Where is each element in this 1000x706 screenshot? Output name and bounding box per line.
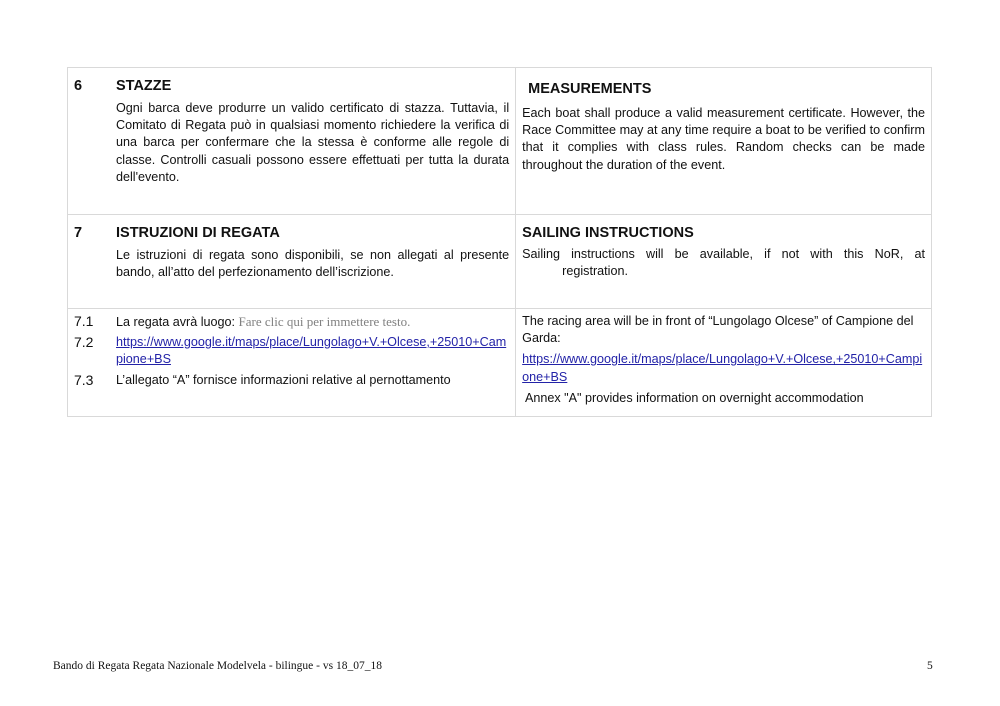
section-body-en: Each boat shall produce a valid measurement certificate. However, the Race Committee may at any time require a boat to be verified to confirm that it complies with class rules. Random checks can be made throughout the duration of the event. [522,106,925,172]
bilingual-table [67,67,932,417]
item-text: L’allegato “A” fornisce informazioni relative al pernottamento [116,373,451,387]
section-heading [68,78,515,94]
item-number: 7.3 [74,372,94,388]
italian-cell [68,309,516,417]
section-title-en: SAILING INSTRUCTIONS [522,225,694,241]
section-number: 7 [74,225,83,241]
italian-cell [68,68,516,215]
page-number: 5 [927,660,933,672]
subitems-row [68,309,932,417]
english-cell [516,68,932,215]
section-row-7 [68,215,932,309]
page-footer: Bando di Regata Regata Nazionale Modelvela - bilingue - vs 18_07_18 [53,660,382,672]
italian-cell [68,215,516,309]
item-number: 7.1 [74,313,94,329]
section-title-it: ISTRUZIONI DI REGATA [116,225,280,241]
english-cell [516,309,932,417]
maps-link[interactable]: https://www.google.it/maps/place/Lungolago+V.+Olcese,+25010+Campione+BS [522,352,923,385]
maps-link[interactable]: https://www.google.it/maps/place/Lungolago+V.+Olcese,+25010+Campione+BS [116,335,507,366]
section-title-it: STAZZE [116,78,172,94]
location-text-en: The racing area will be in front of “Lungolago Olcese” of Campione del Garda: [522,314,914,346]
annex-text-en: Annex "A" provides information on overnight accommodation [522,391,864,406]
section-body-it: Le istruzioni di regata sono disponibili, se non allegati al presente bando, all’atto del perfezionamento dell’iscrizione. [116,248,510,280]
english-cell [516,215,932,309]
section-title-en: MEASUREMENTS [528,81,652,97]
list-item [68,313,515,331]
section-body-en-line2: registration. [562,264,628,279]
location-placeholder-field[interactable]: Fare clic qui per immettere testo. [238,314,411,329]
item-number: 7.2 [74,334,94,350]
list-item [68,334,515,368]
section-number: 6 [74,78,83,94]
section-heading [68,225,515,241]
section-body-it: Ogni barca deve produrre un valido certificato di stazza. Tuttavia, il Comitato di Regata può in qualsiasi momento richiedere la verifica di una barca per confermare che la stessa è conforme alle regole di classe. Controlli casuali possono essere effettuati per tutta la durata dell'evento. [116,101,510,184]
item-label: La regata avrà luogo: [116,315,239,329]
list-item [68,372,515,389]
section-body-en-line1: Sailing instructions will be available, if not with this NoR, at [522,247,925,261]
section-row-6 [68,68,932,215]
